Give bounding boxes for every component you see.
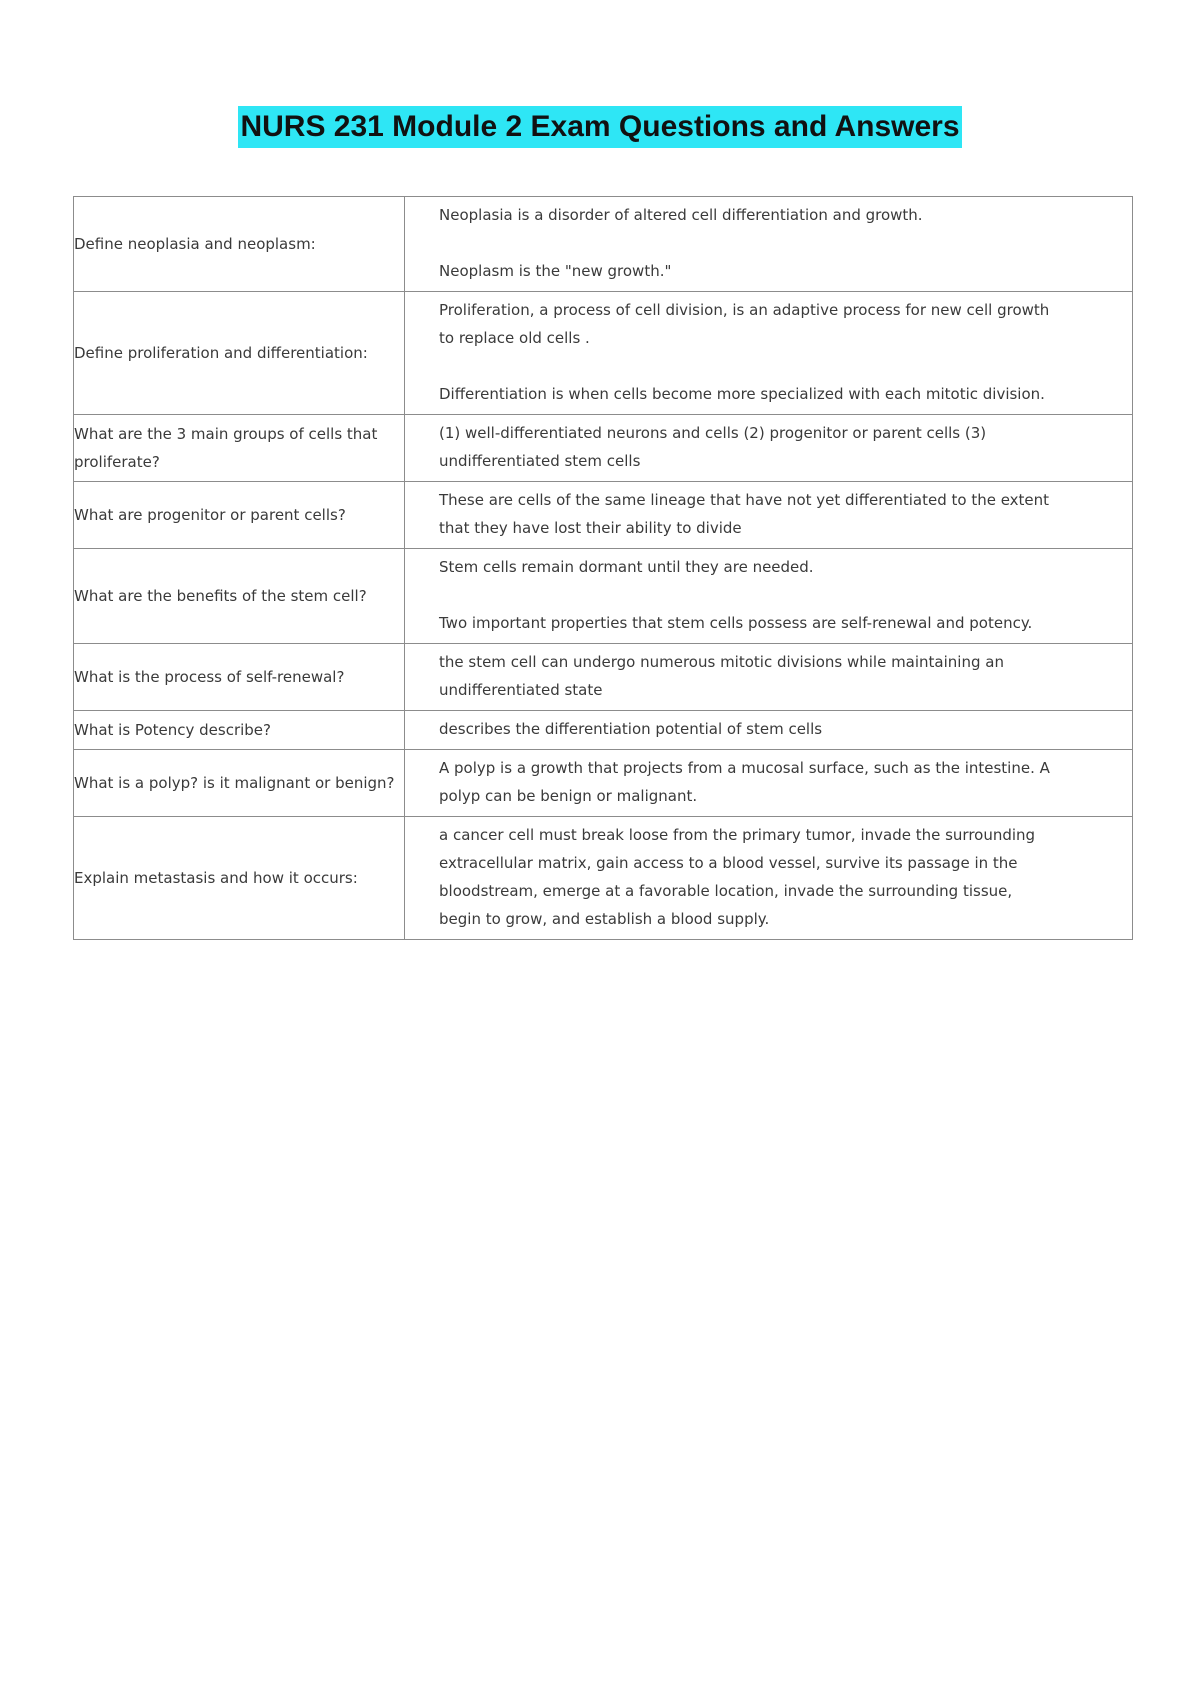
answer-cell — [405, 292, 1133, 415]
paragraph-gap — [439, 352, 1052, 380]
answer-paragraph: Proliferation, a process of cell division, is an adaptive process for new cell growth to replace old cells . — [439, 301, 1050, 347]
answer-cell — [405, 644, 1133, 711]
answer-paragraph: describes the differentiation potential of stem cells — [439, 720, 823, 738]
table-row — [74, 482, 1133, 549]
question-cell: What are progenitor or parent cells? — [74, 482, 405, 549]
answer-paragraph: These are cells of the same lineage that have not yet differentiated to the extent that they have lost their ability to divide — [439, 491, 1050, 537]
table-row — [74, 817, 1133, 940]
question-cell: What are the benefits of the stem cell? — [74, 549, 405, 644]
answer-paragraph: a cancer cell must break loose from the primary tumor, invade the surrounding extracellular matrix, gain access to a blood vessel, survive its passage in the bloodstream, emerge at a favorable location, invade the surrounding tissue, begin to grow, and establish a blood supply. — [439, 826, 1036, 928]
answer-cell — [405, 549, 1133, 644]
answer-cell — [405, 711, 1133, 750]
answer-cell — [405, 197, 1133, 292]
paragraph-gap — [439, 581, 1052, 609]
answer-cell — [405, 817, 1133, 940]
question-cell: Define neoplasia and neoplasm: — [74, 197, 405, 292]
answer-paragraph: Differentiation is when cells become more specialized with each mitotic division. — [439, 385, 1045, 403]
paragraph-gap — [439, 229, 1052, 257]
table-row — [74, 549, 1133, 644]
answer-cell — [405, 750, 1133, 817]
title-wrapper — [0, 106, 1200, 148]
table-row — [74, 292, 1133, 415]
document-title: NURS 231 Module 2 Exam Questions and Answers — [238, 106, 961, 148]
answer-paragraph: the stem cell can undergo numerous mitotic divisions while maintaining an undifferentiated state — [439, 653, 1004, 699]
question-cell: What are the 3 main groups of cells that proliferate? — [74, 415, 405, 482]
answer-paragraph: Stem cells remain dormant until they are needed. — [439, 558, 814, 576]
table-row — [74, 415, 1133, 482]
answer-cell — [405, 415, 1133, 482]
answer-paragraph: Neoplasia is a disorder of altered cell differentiation and growth. — [439, 206, 923, 224]
qa-table — [73, 196, 1133, 940]
table-row — [74, 197, 1133, 292]
answer-paragraph: A polyp is a growth that projects from a mucosal surface, such as the intestine. A polyp can be benign or malignant. — [439, 759, 1050, 805]
table-row — [74, 644, 1133, 711]
table-row — [74, 750, 1133, 817]
question-cell: Define proliferation and differentiation: — [74, 292, 405, 415]
answer-paragraph: Two important properties that stem cells possess are self-renewal and potency. — [439, 614, 1033, 632]
question-cell: What is the process of self-renewal? — [74, 644, 405, 711]
question-cell: What is Potency describe? — [74, 711, 405, 750]
question-cell: What is a polyp? is it malignant or benign? — [74, 750, 405, 817]
answer-paragraph: Neoplasm is the "new growth." — [439, 262, 672, 280]
question-cell: Explain metastasis and how it occurs: — [74, 817, 405, 940]
answer-cell — [405, 482, 1133, 549]
answer-paragraph: (1) well-differentiated neurons and cells (2) progenitor or parent cells (3) undifferentiated stem cells — [439, 424, 987, 470]
table-row — [74, 711, 1133, 750]
